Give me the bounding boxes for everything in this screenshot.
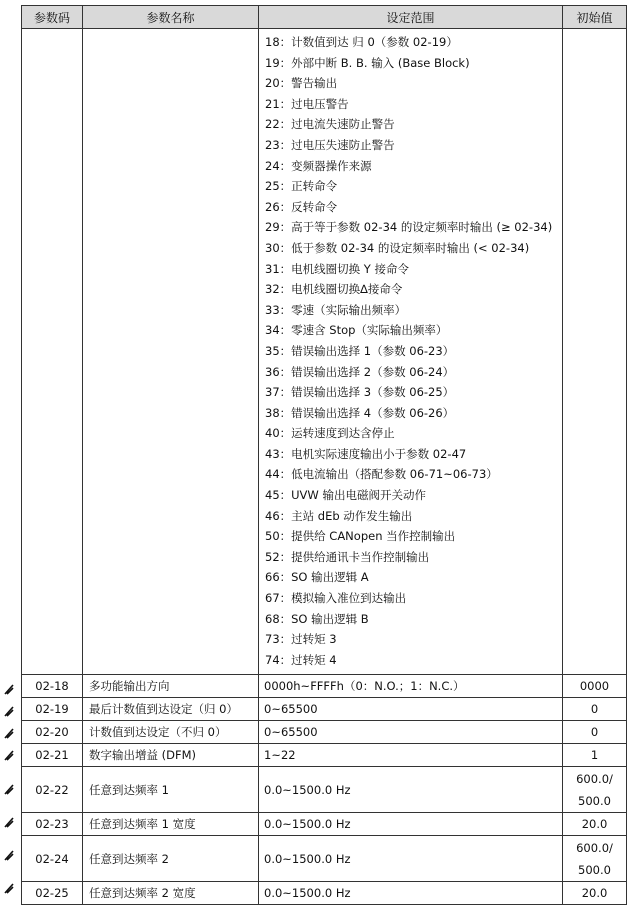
parameter-name: 任意到达频率 2 [83,836,259,882]
range-option: 36：错误输出选择 2（参数 06-24） [265,364,455,379]
range-option: 21：过电压警告 [265,96,349,111]
parameter-name: 任意到达频率 1 [83,767,259,813]
parameter-code: 02-22 [22,767,83,813]
edit-mark-icon [3,683,15,695]
range-option: 67：模拟输入准位到达输出 [265,591,407,606]
default-value-50hz: 500.0 [578,793,611,808]
range-option: 29：高于等于参数 02-34 的设定频率时输出 (≥ 02-34) [265,220,553,235]
range-option: 46：主站 dEb 动作发生输出 [265,508,413,523]
range-option: 52：提供给通讯卡当作控制输出 [265,549,430,564]
range-option: 31：电机线圈切换 Y 接命令 [265,261,409,276]
parameter-name: 任意到达频率 1 宽度 [83,813,259,836]
edit-mark-icon [3,783,15,795]
range-option: 33：零速（实际输出频率） [265,302,407,317]
parameter-default: 20.0 [563,882,627,905]
range-option: 18：计数值到达 归 0（参数 02-19） [265,35,458,49]
range-option: 23：过电压失速防止警告 [265,137,395,152]
edit-mark-icon [3,849,15,861]
parameter-code: 02-24 [22,836,83,882]
parameter-range: 0000h~FFFFh（0：N.O.；1：N.C.） [259,675,563,698]
parameter-name: 最后计数值到达设定（归 0） [83,698,259,721]
parameter-name: 计数值到达设定（不归 0） [83,721,259,744]
range-option: 66：SO 输出逻辑 A [265,570,369,585]
edit-mark-icon [3,705,15,717]
parameter-range: 0.0~1500.0 Hz [259,882,563,905]
edit-mark-icon [3,727,15,739]
table-header [22,6,627,29]
edit-mark-icon [3,749,15,761]
range-option: 45：UVW 输出电磁阀开关动作 [265,488,426,503]
header-name: 参数名称 [83,6,259,29]
parameter-range: 0.0~1500.0 Hz [259,813,563,836]
range-option: 68：SO 输出逻辑 B [265,611,369,626]
range-option: 26：反转命令 [265,199,338,214]
header-code: 参数码 [22,6,83,29]
table-row [22,721,627,744]
range-option: 19：外部中断 B. B. 输入 (Base Block) [265,55,470,70]
parameter-default [563,836,627,882]
range-option: 32：电机线圈切换∆接命令 [265,282,403,297]
default-value-60hz: 600.0/ [576,771,613,786]
parameter-default: 0000 [563,675,627,698]
range-option: 34：零速含 Stop（实际输出频率） [265,323,448,338]
range-option: 37：错误输出选择 3（参数 06-25） [265,385,455,400]
range-option: 44：低电流输出（搭配参数 06-71~06-73） [265,467,498,482]
table-row [22,675,627,698]
parameter-default: 1 [563,744,627,767]
range-option: 20：警告输出 [265,76,338,91]
parameter-name: 数字输出增益 (DFM) [83,744,259,767]
parameter-name: 多功能输出方向 [83,675,259,698]
range-option: 25：正转命令 [265,179,338,194]
range-option: 43：电机实际速度输出小于参数 02-47 [265,446,467,461]
header-range: 设定范围 [259,6,563,29]
parameter-code: 02-20 [22,721,83,744]
default-cell [563,29,627,675]
parameter-code: 02-25 [22,882,83,905]
code-cell [22,29,83,675]
range-option: 40：运转速度到达含停止 [265,426,395,441]
parameter-table [21,5,627,905]
range-option: 50：提供给 CANopen 当作控制输出 [265,529,456,544]
parameter-range: 0.0~1500.0 Hz [259,836,563,882]
parameter-default: 0 [563,698,627,721]
parameter-code: 02-21 [22,744,83,767]
parameter-range: 0.0~1500.0 Hz [259,767,563,813]
parameter-name: 任意到达频率 2 宽度 [83,882,259,905]
range-option: 38：错误输出选择 4（参数 06-26） [265,405,455,420]
table-row [22,767,627,813]
parameter-default [563,767,627,813]
parameter-range: 0~65500 [259,721,563,744]
table-row [22,836,627,882]
range-option: 73：过转矩 3 [265,632,337,647]
edit-mark-icon [3,882,15,894]
default-value-60hz: 600.0/ [576,840,613,855]
range-option: 22：过电流失速防止警告 [265,117,395,132]
range-option: 35：错误输出选择 1（参数 06-23） [265,343,455,358]
table-row [22,744,627,767]
range-option-list [259,29,563,675]
parameter-code: 02-18 [22,675,83,698]
parameter-default: 0 [563,721,627,744]
parameter-default: 20.0 [563,813,627,836]
range-option: 74：过转矩 4 [265,652,337,667]
name-cell [83,29,259,675]
range-option: 24：变频器操作来源 [265,158,372,173]
edit-mark-icon [3,816,15,828]
parameter-code: 02-23 [22,813,83,836]
parameter-code: 02-19 [22,698,83,721]
table-row [22,882,627,905]
table-row [22,813,627,836]
parameter-range: 1~22 [259,744,563,767]
parameter-range: 0~65500 [259,698,563,721]
table-row-continued [22,29,627,675]
default-value-50hz: 500.0 [578,862,611,877]
table-row [22,698,627,721]
range-option: 30：低于参数 02-34 的设定频率时输出 (< 02-34) [265,240,530,255]
header-default: 初始值 [563,6,627,29]
